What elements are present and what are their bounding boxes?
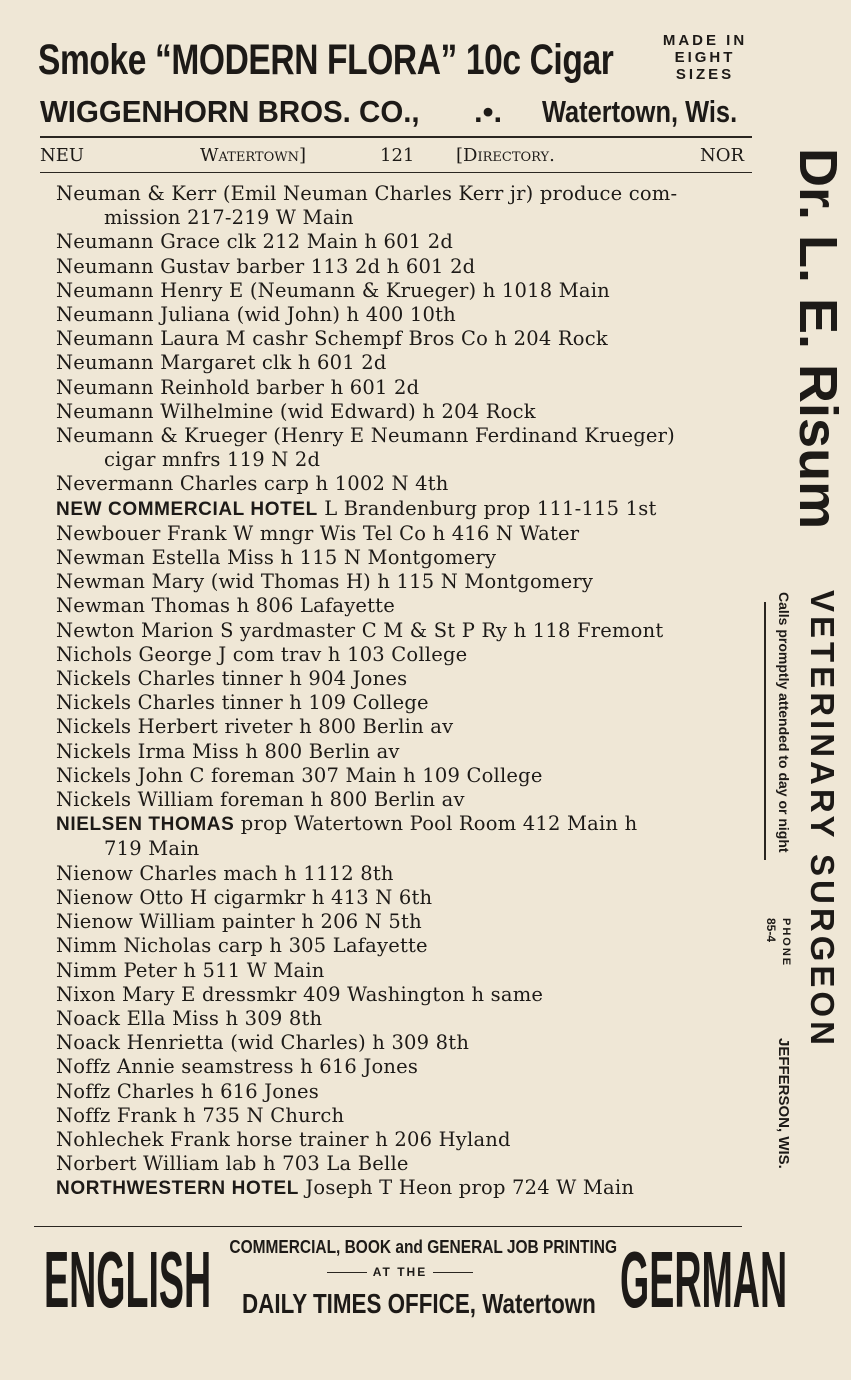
directory-entry [56, 1007, 756, 1031]
entry-name-bold: NORTHWESTERN HOTEL [56, 1178, 300, 1200]
directory-entry [56, 255, 756, 279]
page-number: 121 [380, 145, 415, 166]
cigar-ad-sizes-line-3: SIZES [675, 66, 735, 83]
directory-entry [56, 1080, 756, 1104]
directory-entry [56, 1055, 756, 1079]
cigar-ad-headline: Smoke “MODERN FLORA” 10c Cigar [38, 36, 614, 84]
printing-ad-services: COMMERCIAL, BOOK and GENERAL JOB PRINTING [229, 1237, 617, 1257]
directory-entry [56, 740, 756, 764]
cigar-ad-sizes-line-1: MADE IN [662, 32, 748, 49]
entry-text: Noffz Annie seamstress h 616 Jones [56, 1055, 419, 1079]
directory-listings [56, 182, 756, 1202]
entry-text: Nickels Irma Miss h 800 Berlin av [56, 739, 400, 763]
directory-entry [56, 522, 756, 546]
directory-entry [56, 570, 756, 594]
entry-text: Newbouer Frank W mngr Wis Tel Co h 416 N Water [56, 521, 580, 545]
directory-entry [56, 715, 756, 739]
entry-text: Newton Marion S yardmaster C M & St P Ry h 118 Fremont [56, 618, 664, 642]
directory-entry [56, 594, 756, 618]
directory-entry [56, 424, 756, 472]
guide-word-right: NOR [700, 145, 745, 166]
directory-entry [56, 546, 756, 570]
directory-entry [56, 1176, 756, 1201]
header-top-rule [40, 136, 752, 138]
entry-text: Neuman & Kerr (Emil Neuman Charles Kerr jr) produce com- [56, 182, 678, 205]
entry-text: Newman Estella Miss h 115 N Montgomery [56, 546, 497, 570]
cigar-ad-maker [40, 92, 760, 132]
directory-entry [56, 983, 756, 1007]
directory-entry [56, 376, 756, 400]
entry-text: Nickels Charles tinner h 904 Jones [56, 667, 408, 691]
directory-entry [56, 788, 756, 812]
entry-text: Nienow William painter h 206 N 5th [56, 910, 422, 934]
entry-text: Nienow Otto H cigarmkr h 413 N 6th [56, 885, 433, 909]
entry-text: Neumann Reinhold barber h 601 2d [56, 375, 420, 399]
veterinarian-name: Dr. L. E. Risum [788, 148, 848, 530]
entry-text: Neumann Henry E (Neumann & Krueger) h 1018 Main [56, 278, 610, 302]
entry-text: Newman Thomas h 806 Lafayette [56, 594, 395, 618]
directory-entry [56, 764, 756, 788]
directory-entry [56, 812, 756, 861]
printing-ad-office: DAILY TIMES OFFICE, Watertown [242, 1288, 596, 1319]
entry-text: Noack Ella Miss h 309 8th [56, 1006, 323, 1030]
printing-ad-at-the: AT THE [280, 1264, 520, 1280]
directory-entry [56, 619, 756, 643]
entry-text: prop Watertown Pool Room 412 Main h [234, 812, 638, 836]
directory-entry [56, 910, 756, 934]
entry-text: Nohlechek Frank horse trainer h 206 Hyland [56, 1127, 511, 1151]
cigar-ad-separator: .•. [474, 94, 503, 129]
veterinarian-phone-label: PHONE [780, 918, 792, 968]
directory-entry [56, 351, 756, 375]
directory-entry [56, 327, 756, 351]
directory-entry [56, 400, 756, 424]
entry-text: Neumann Margaret clk h 601 2d [56, 351, 387, 375]
directory-entry [56, 959, 756, 983]
directory-entry [56, 862, 756, 886]
header-bottom-rule [40, 172, 752, 173]
entry-text: Nickels Herbert riveter h 800 Berlin av [56, 715, 454, 739]
directory-entry [56, 230, 756, 254]
directory-entry [56, 691, 756, 715]
printing-ad-right-word: GERMAN [620, 1235, 788, 1324]
entry-text: Neumann & Krueger (Henry E Neumann Ferdinand Krueger) [56, 424, 675, 448]
entry-text: Nevermann Charles carp h 1002 N 4th [56, 472, 449, 496]
directory-entry [56, 472, 756, 496]
veterinarian-calls: Calls promptly attended to day or night [776, 592, 792, 853]
entry-continuation: mission 217-219 W Main [104, 206, 354, 230]
veterinarian-city: JEFFERSON, WIS. [775, 1038, 792, 1169]
entry-text: Neumann Juliana (wid John) h 400 10th [56, 303, 456, 327]
entry-name-bold: NIELSEN THOMAS [56, 814, 235, 836]
entry-text: Joseph T Heon prop 724 W Main [299, 1176, 635, 1200]
entry-text: L Brandenburg prop 111-115 1st [317, 496, 657, 520]
entry-text: Nickels Charles tinner h 109 College [56, 691, 429, 715]
directory-entry [56, 667, 756, 691]
cigar-ad-sizes [650, 32, 760, 83]
entry-continuation: 719 Main [104, 837, 200, 861]
entry-text: Nickels John C foreman 307 Main h 109 College [56, 763, 543, 787]
veterinarian-ad [756, 140, 851, 1220]
entry-text: Nixon Mary E dressmkr 409 Washington h same [56, 982, 544, 1006]
veterinarian-phone-number: 85-4 [764, 918, 778, 943]
directory-entry [56, 497, 756, 522]
directory-entry [56, 1152, 756, 1176]
entry-text: Newman Mary (wid Thomas H) h 115 N Montgomery [56, 570, 594, 594]
directory-entry [56, 303, 756, 327]
entry-text: Nienow Charles mach h 1112 8th [56, 861, 394, 885]
directory-entry [56, 1104, 756, 1128]
entry-text: Noffz Frank h 735 N Church [56, 1103, 345, 1127]
entry-text: Noack Henrietta (wid Charles) h 309 8th [56, 1031, 470, 1055]
entry-text: Neumann Laura M cashr Schempf Bros Co h 204 Rock [56, 327, 608, 351]
header-city: Watertown] [200, 145, 306, 166]
entry-text: Neumann Wilhelmine (wid Edward) h 204 Rock [56, 399, 536, 423]
entry-text: Nichols George J com trav h 103 College [56, 642, 468, 666]
entry-text: Nimm Nicholas carp h 305 Lafayette [56, 934, 428, 958]
directory-entry [56, 1128, 756, 1152]
cigar-ad-sizes-line-2: EIGHT [674, 49, 736, 66]
veterinarian-title: VETERINARY SURGEON [804, 590, 841, 1049]
cigar-ad-city: Watertown, Wis. [542, 94, 738, 129]
entry-text: Nimm Peter h 511 W Main [56, 958, 325, 982]
entry-text: Norbert William lab h 703 La Belle [56, 1152, 409, 1176]
running-header [40, 142, 752, 170]
veterinarian-divider [764, 602, 766, 860]
guide-word-left: NEU [40, 145, 85, 166]
header-section: [Directory. [456, 145, 555, 166]
printing-ad-left-word: ENGLISH [44, 1235, 212, 1324]
footer-rule [34, 1226, 742, 1227]
directory-entry [56, 182, 756, 230]
directory-entry [56, 1031, 756, 1055]
directory-entry [56, 886, 756, 910]
directory-entry [56, 934, 756, 958]
entry-text: Neumann Grace clk 212 Main h 601 2d [56, 230, 454, 254]
entry-name-bold: NEW COMMERCIAL HOTEL [56, 498, 318, 520]
entry-text: Nickels William foreman h 800 Berlin av [56, 788, 465, 812]
directory-entry [56, 643, 756, 667]
entry-text: Noffz Charles h 616 Jones [56, 1079, 319, 1103]
entry-continuation: cigar mnfrs 119 N 2d [104, 448, 321, 472]
entry-text: Neumann Gustav barber 113 2d h 601 2d [56, 254, 476, 278]
directory-entry [56, 279, 756, 303]
cigar-ad-company: WIGGENHORN BROS. CO., [40, 94, 420, 129]
